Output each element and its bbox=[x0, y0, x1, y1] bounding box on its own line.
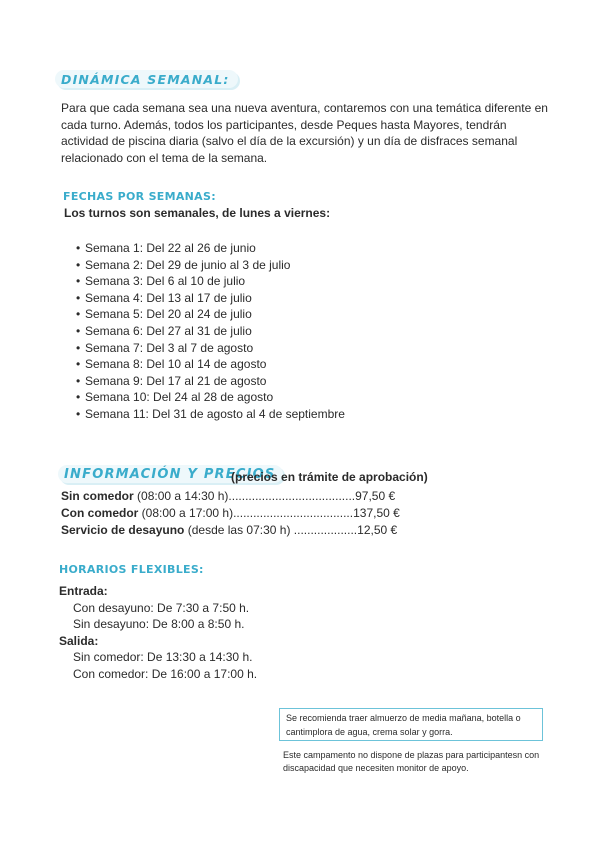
price-list bbox=[61, 488, 400, 539]
bullet-icon: • bbox=[76, 290, 81, 305]
fechas-subheading: Los turnos son semanales, de lunes a viernes: bbox=[64, 206, 331, 220]
bullet-icon: • bbox=[76, 340, 81, 355]
fechas-heading: FECHAS POR SEMANAS: bbox=[63, 190, 216, 203]
bullet-icon: • bbox=[76, 257, 81, 272]
list-item: Con comedor: De 16:00 a 17:00 h. bbox=[73, 666, 258, 681]
list-item: • Semana 10: Del 24 al 28 de agosto bbox=[76, 390, 274, 405]
salida-label: Salida: bbox=[59, 633, 99, 648]
price-row-con-comedor: Con comedor (08:00 a 17:00 h)....................................137,50 € bbox=[61, 506, 400, 520]
recommendation-box: Se recomienda traer almuerzo de media mañana, botella o cantimplora de agua, crema solar y gorra. bbox=[279, 708, 543, 741]
list-item: • Semana 2: Del 29 de junio al 3 de julio bbox=[76, 257, 291, 272]
list-item: • Semana 5: Del 20 al 24 de julio bbox=[76, 307, 252, 322]
entrada-label: Entrada: bbox=[59, 584, 108, 598]
schedule bbox=[59, 583, 257, 683]
dinamica-paragraph: Para que cada semana sea una nueva aventura, contaremos con una temática diferente en cada turno. Además, todos los participantes, desde Peques hasta Mayores, tendrán actividad de piscina diaria (salvo el día de la excursión) y un día de disfraces semanal relacionado con el tema de la semana. bbox=[61, 101, 548, 165]
bullet-icon: • bbox=[76, 274, 81, 289]
price-row-sin-comedor: Sin comedor (08:00 a 14:30 h)......................................97,50 € bbox=[61, 489, 396, 503]
list-item: • Semana 11: Del 31 de agosto al 4 de septiembre bbox=[76, 406, 345, 421]
bullet-icon: • bbox=[76, 323, 81, 338]
list-item: • Semana 6: Del 27 al 31 de julio bbox=[76, 323, 252, 338]
informacion-note: (precios en trámite de aprobación) bbox=[231, 470, 428, 484]
list-item: • Semana 4: Del 13 al 17 de julio bbox=[76, 290, 252, 305]
list-item: Sin desayuno: De 8:00 a 8:50 h. bbox=[73, 617, 245, 632]
list-item: • Semana 8: Del 10 al 14 de agosto bbox=[76, 357, 267, 372]
accessibility-note: Este campamento no dispone de plazas para participantesn con discapacidad que necesiten monitor de apoyo. bbox=[283, 750, 540, 773]
bullet-icon: • bbox=[76, 307, 81, 322]
bullet-icon: • bbox=[76, 406, 81, 421]
dinamica-heading: DINÁMICA SEMANAL: bbox=[55, 70, 238, 88]
price-row-desayuno: Servicio de desayuno (desde las 07:30 h) ...................12,50 € bbox=[61, 523, 398, 537]
weeks-list bbox=[76, 240, 345, 423]
informacion-heading: INFORMACIÓN Y PRECIOS bbox=[58, 465, 283, 483]
list-item: • Semana 7: Del 3 al 7 de agosto bbox=[76, 340, 254, 355]
horarios-heading: HORARIOS FLEXIBLES: bbox=[59, 563, 204, 576]
bullet-icon: • bbox=[76, 357, 81, 372]
list-item: • Semana 1: Del 22 al 26 de junio bbox=[76, 241, 256, 255]
bullet-icon: • bbox=[76, 390, 81, 405]
list-item: Con desayuno: De 7:30 a 7:50 h. bbox=[73, 600, 250, 615]
list-item: • Semana 3: Del 6 al 10 de julio bbox=[76, 274, 246, 289]
bullet-icon: • bbox=[76, 373, 81, 388]
bullet-icon: • bbox=[76, 241, 81, 255]
list-item: • Semana 9: Del 17 al 21 de agosto bbox=[76, 373, 267, 388]
list-item: Sin comedor: De 13:30 a 14:30 h. bbox=[73, 650, 253, 665]
